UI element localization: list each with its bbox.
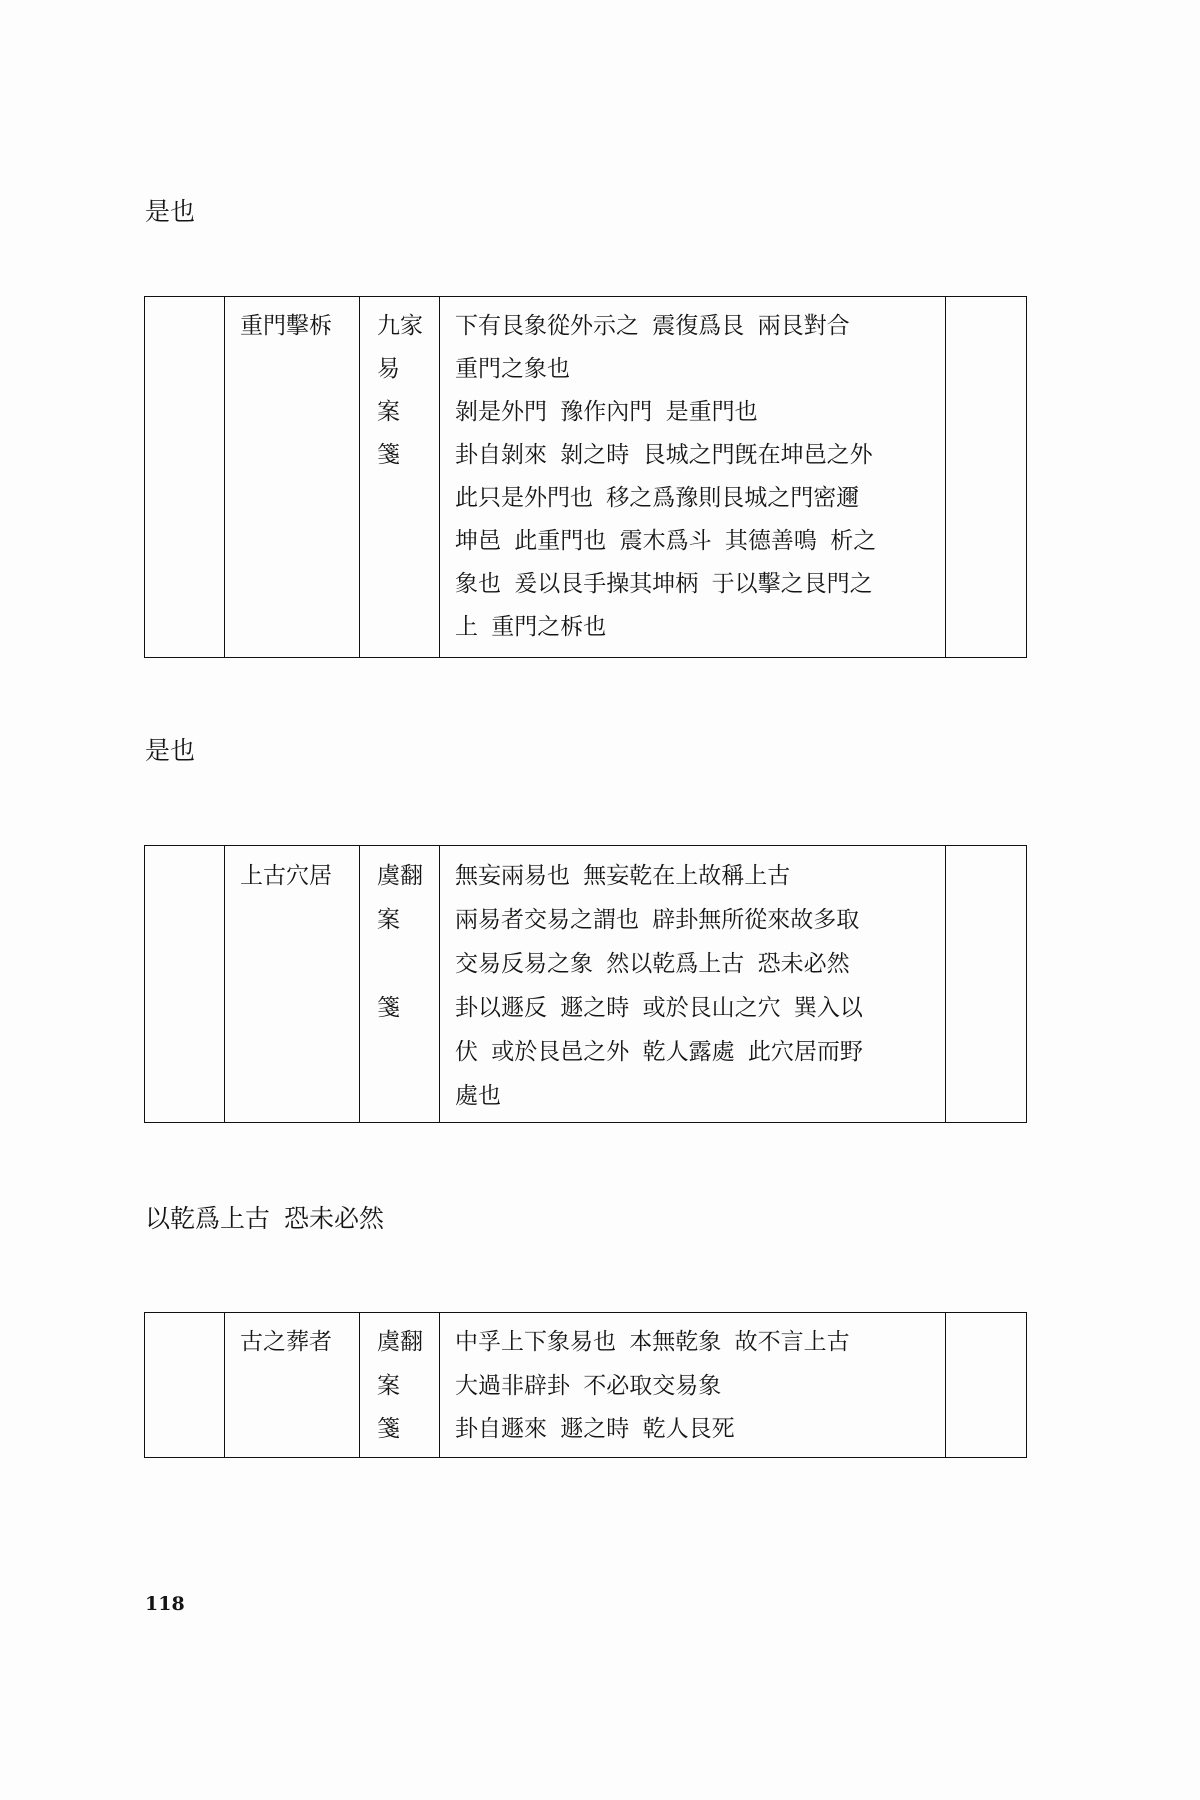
- term-cell: [225, 846, 360, 1122]
- commentary-line: 重門之象也: [455, 356, 570, 382]
- source-line: 箋: [377, 1416, 400, 1442]
- source-line: 案: [377, 1372, 400, 1399]
- source-cell: [360, 846, 440, 1122]
- empty-margin-cell: [145, 846, 225, 1122]
- empty-margin-cell: [946, 297, 1026, 657]
- commentary-line: 卦自剝來 剝之時 艮城之門旣在坤邑之外: [455, 442, 873, 468]
- commentary-line: 無妄兩易也 無妄乾在上故稱上古: [455, 863, 791, 889]
- term-label: 重門擊柝: [240, 313, 332, 339]
- source-line: 易: [377, 356, 400, 382]
- commentary-line: 此只是外門也 移之爲豫則艮城之門密邇: [455, 485, 860, 511]
- empty-margin-cell: [145, 297, 225, 657]
- source-cell: [360, 297, 440, 657]
- source-line: 箋: [377, 995, 400, 1021]
- commentary-line: 卦自遯來 遯之時 乾人艮死: [455, 1416, 735, 1442]
- source-line: 案: [377, 399, 400, 425]
- source-line: 箋: [377, 442, 400, 468]
- source-line: 虞翻: [377, 863, 423, 889]
- commentary-line: 下有艮象從外示之 震復爲艮 兩艮對合: [455, 313, 850, 339]
- source-cell: [360, 1313, 440, 1457]
- annotation-table: [144, 296, 1027, 658]
- commentary-line: 大過非辟卦 不必取交易象: [455, 1372, 722, 1399]
- commentary-cell: [440, 846, 946, 1122]
- commentary-line: 剝是外門 豫作內門 是重門也: [455, 399, 758, 425]
- commentary-line: 中孚上下象易也 本無乾象 故不言上古: [455, 1329, 850, 1355]
- commentary-note: 以乾爲上古 恐未必然: [145, 1204, 384, 1233]
- commentary-line: 卦以遯反 遯之時 或於艮山之穴 巽入以: [455, 995, 863, 1021]
- empty-margin-cell: [946, 1313, 1026, 1457]
- commentary-cell: [440, 297, 946, 657]
- term-label: 古之葬者: [240, 1329, 332, 1355]
- source-line: 案: [377, 907, 400, 933]
- term-cell: [225, 297, 360, 657]
- term-label: 上古穴居: [240, 863, 332, 889]
- commentary-line: 伏 或於艮邑之外 乾人露處 此穴居而野: [455, 1039, 863, 1065]
- commentary-line: 處也: [455, 1083, 501, 1109]
- page-number: 118: [145, 1593, 185, 1615]
- commentary-note: 是也: [145, 197, 196, 226]
- empty-margin-cell: [145, 1313, 225, 1457]
- source-line: 虞翻: [377, 1329, 423, 1355]
- source-spacer: [377, 942, 439, 986]
- commentary-line: 交易反易之象 然以乾爲上古 恐未必然: [455, 951, 850, 977]
- source-line: 九家: [377, 313, 423, 339]
- commentary-line: 上 重門之柝也: [455, 614, 607, 640]
- annotation-table: [144, 845, 1027, 1123]
- commentary-line: 坤邑 此重門也 震木爲斗 其德善鳴 析之: [455, 528, 877, 554]
- empty-margin-cell: [946, 846, 1026, 1122]
- term-cell: [225, 1313, 360, 1457]
- commentary-cell: [440, 1313, 946, 1457]
- commentary-note: 是也: [145, 736, 196, 765]
- annotation-table: [144, 1312, 1027, 1458]
- commentary-line: 兩易者交易之謂也 辟卦無所從來故多取: [455, 907, 860, 933]
- commentary-line: 象也 爰以艮手操其坤柄 于以擊之艮門之: [455, 571, 873, 597]
